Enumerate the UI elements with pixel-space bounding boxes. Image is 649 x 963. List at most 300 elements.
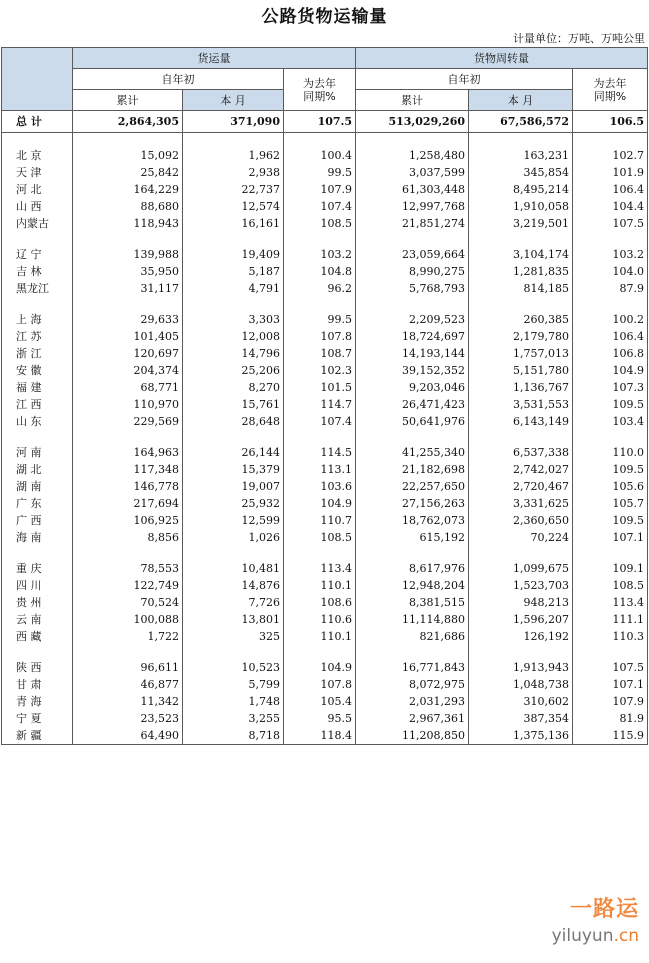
spacer-cell bbox=[73, 645, 183, 659]
volume-month: 16,161 bbox=[183, 215, 284, 232]
region-name: 青 海 bbox=[2, 693, 73, 710]
turnover-cumulative: 8,617,976 bbox=[356, 560, 469, 577]
table-row bbox=[2, 328, 648, 345]
turnover-yoy: 107.1 bbox=[573, 676, 648, 693]
region-name: 河 北 bbox=[2, 181, 73, 198]
turnover-cumulative: 18,762,073 bbox=[356, 512, 469, 529]
table-row bbox=[2, 280, 648, 297]
turnover-yoy: 101.9 bbox=[573, 164, 648, 181]
turnover-month: 1,596,207 bbox=[469, 611, 573, 628]
volume-yoy: 99.5 bbox=[284, 164, 356, 181]
region-name: 山 西 bbox=[2, 198, 73, 215]
region-name: 湖 南 bbox=[2, 478, 73, 495]
region-name: 湖 北 bbox=[2, 461, 73, 478]
volume-yoy: 113.4 bbox=[284, 560, 356, 577]
group-spacer bbox=[2, 546, 648, 560]
spacer-cell bbox=[183, 297, 284, 311]
volume-yoy: 104.9 bbox=[284, 659, 356, 676]
table-row bbox=[2, 611, 648, 628]
turnover-yoy: 108.5 bbox=[573, 577, 648, 594]
turnover-month: 1,910,058 bbox=[469, 198, 573, 215]
volume-cumulative: 11,342 bbox=[73, 693, 183, 710]
volume-month: 12,008 bbox=[183, 328, 284, 345]
group-spacer bbox=[2, 430, 648, 444]
volume-cumulative: 64,490 bbox=[73, 727, 183, 745]
volume-cumulative: 1,722 bbox=[73, 628, 183, 645]
turnover-cumulative: 26,471,423 bbox=[356, 396, 469, 413]
volume-cumulative: 88,680 bbox=[73, 198, 183, 215]
header-turnover: 货物周转量 bbox=[356, 48, 648, 69]
region-name: 山 东 bbox=[2, 413, 73, 430]
turnover-month: 3,219,501 bbox=[469, 215, 573, 232]
turnover-cumulative: 22,257,650 bbox=[356, 478, 469, 495]
volume-month: 2,938 bbox=[183, 164, 284, 181]
volume-yoy: 108.6 bbox=[284, 594, 356, 611]
spacer-cell bbox=[2, 232, 73, 246]
turnover-cumulative: 23,059,664 bbox=[356, 246, 469, 263]
turnover-cumulative: 3,037,599 bbox=[356, 164, 469, 181]
turnover-cumulative: 21,182,698 bbox=[356, 461, 469, 478]
watermark-cn: 一路运 bbox=[569, 897, 639, 922]
table-row bbox=[2, 444, 648, 461]
table-row bbox=[2, 710, 648, 727]
spacer-cell bbox=[2, 297, 73, 311]
spacer-cell bbox=[2, 133, 73, 148]
volume-cumulative: 35,950 bbox=[73, 263, 183, 280]
header-cumulative-turnover: 累计 bbox=[356, 90, 469, 111]
region-name: 内蒙古 bbox=[2, 215, 73, 232]
region-name: 江 西 bbox=[2, 396, 73, 413]
table-row bbox=[2, 379, 648, 396]
turnover-cumulative: 12,997,768 bbox=[356, 198, 469, 215]
volume-month: 28,648 bbox=[183, 413, 284, 430]
volume-month: 12,599 bbox=[183, 512, 284, 529]
volume-yoy: 110.7 bbox=[284, 512, 356, 529]
turnover-month: 2,720,467 bbox=[469, 478, 573, 495]
header-month-volume: 本 月 bbox=[183, 90, 284, 111]
header-yoy-volume-line2: 同期% bbox=[303, 89, 336, 103]
volume-yoy: 104.9 bbox=[284, 495, 356, 512]
volume-yoy: 103.6 bbox=[284, 478, 356, 495]
volume-month: 4,791 bbox=[183, 280, 284, 297]
turnover-month: 1,136,767 bbox=[469, 379, 573, 396]
volume-month: 14,796 bbox=[183, 345, 284, 362]
spacer-cell bbox=[573, 546, 648, 560]
turnover-cumulative: 8,072,975 bbox=[356, 676, 469, 693]
turnover-month: 126,192 bbox=[469, 628, 573, 645]
volume-cumulative: 70,524 bbox=[73, 594, 183, 611]
volume-yoy: 108.5 bbox=[284, 215, 356, 232]
turnover-month: 3,104,174 bbox=[469, 246, 573, 263]
table-row bbox=[2, 594, 648, 611]
freight-table bbox=[1, 47, 648, 745]
volume-month: 25,932 bbox=[183, 495, 284, 512]
turnover-yoy: 109.1 bbox=[573, 560, 648, 577]
group-spacer bbox=[2, 645, 648, 659]
volume-cumulative: 78,553 bbox=[73, 560, 183, 577]
volume-month: 10,523 bbox=[183, 659, 284, 676]
watermark-en-dot: .cn bbox=[613, 926, 639, 946]
volume-cumulative: 120,697 bbox=[73, 345, 183, 362]
spacer-cell bbox=[284, 232, 356, 246]
turnover-cumulative: 50,641,976 bbox=[356, 413, 469, 430]
region-name: 宁 夏 bbox=[2, 710, 73, 727]
table-row bbox=[2, 577, 648, 594]
volume-yoy: 95.5 bbox=[284, 710, 356, 727]
volume-cumulative: 46,877 bbox=[73, 676, 183, 693]
region-name: 吉 林 bbox=[2, 263, 73, 280]
volume-cumulative: 31,117 bbox=[73, 280, 183, 297]
turnover-yoy: 107.1 bbox=[573, 529, 648, 546]
table-row bbox=[2, 560, 648, 577]
turnover-month: 3,331,625 bbox=[469, 495, 573, 512]
volume-cumulative: 117,348 bbox=[73, 461, 183, 478]
turnover-cumulative: 12,948,204 bbox=[356, 577, 469, 594]
volume-month: 12,574 bbox=[183, 198, 284, 215]
turnover-cumulative: 18,724,697 bbox=[356, 328, 469, 345]
volume-month: 1,026 bbox=[183, 529, 284, 546]
table-row bbox=[2, 246, 648, 263]
turnover-cumulative: 41,255,340 bbox=[356, 444, 469, 461]
watermark-logo bbox=[552, 898, 639, 946]
volume-cumulative: 139,988 bbox=[73, 246, 183, 263]
volume-yoy: 96.2 bbox=[284, 280, 356, 297]
volume-cumulative: 68,771 bbox=[73, 379, 183, 396]
spacer-cell bbox=[356, 645, 469, 659]
volume-month: 5,799 bbox=[183, 676, 284, 693]
turnover-yoy: 105.6 bbox=[573, 478, 648, 495]
turnover-yoy: 109.5 bbox=[573, 461, 648, 478]
region-name: 甘 肃 bbox=[2, 676, 73, 693]
volume-cumulative: 229,569 bbox=[73, 413, 183, 430]
turnover-cumulative: 27,156,263 bbox=[356, 495, 469, 512]
volume-month: 19,007 bbox=[183, 478, 284, 495]
turnover-yoy: 107.3 bbox=[573, 379, 648, 396]
turnover-yoy: 105.7 bbox=[573, 495, 648, 512]
region-name: 贵 州 bbox=[2, 594, 73, 611]
spacer-cell bbox=[356, 133, 469, 148]
volume-yoy: 107.4 bbox=[284, 413, 356, 430]
spacer-cell bbox=[469, 546, 573, 560]
turnover-yoy: 81.9 bbox=[573, 710, 648, 727]
header-yoy-turnover bbox=[573, 69, 648, 111]
volume-month: 25,206 bbox=[183, 362, 284, 379]
table-row bbox=[2, 362, 648, 379]
table-row bbox=[2, 345, 648, 362]
table-row bbox=[2, 529, 648, 546]
spacer-cell bbox=[573, 645, 648, 659]
turnover-month: 310,602 bbox=[469, 693, 573, 710]
turnover-cumulative: 14,193,144 bbox=[356, 345, 469, 362]
spacer-cell bbox=[183, 430, 284, 444]
total-turnover-month: 67,586,572 bbox=[469, 111, 573, 133]
volume-yoy: 110.1 bbox=[284, 628, 356, 645]
turnover-yoy: 111.1 bbox=[573, 611, 648, 628]
volume-yoy: 110.1 bbox=[284, 577, 356, 594]
region-name: 上 海 bbox=[2, 311, 73, 328]
table-row bbox=[2, 693, 648, 710]
turnover-cumulative: 11,208,850 bbox=[356, 727, 469, 745]
volume-yoy: 99.5 bbox=[284, 311, 356, 328]
volume-cumulative: 15,092 bbox=[73, 147, 183, 164]
region-name: 黑龙江 bbox=[2, 280, 73, 297]
volume-yoy: 103.2 bbox=[284, 246, 356, 263]
spacer-cell bbox=[284, 430, 356, 444]
volume-cumulative: 100,088 bbox=[73, 611, 183, 628]
turnover-yoy: 104.9 bbox=[573, 362, 648, 379]
region-name: 河 南 bbox=[2, 444, 73, 461]
volume-month: 26,144 bbox=[183, 444, 284, 461]
region-name: 安 徽 bbox=[2, 362, 73, 379]
volume-cumulative: 164,963 bbox=[73, 444, 183, 461]
turnover-yoy: 110.3 bbox=[573, 628, 648, 645]
spacer-cell bbox=[573, 297, 648, 311]
spacer-cell bbox=[573, 430, 648, 444]
spacer-cell bbox=[183, 546, 284, 560]
volume-yoy: 108.7 bbox=[284, 345, 356, 362]
turnover-yoy: 106.4 bbox=[573, 328, 648, 345]
turnover-month: 163,231 bbox=[469, 147, 573, 164]
table-row bbox=[2, 311, 648, 328]
volume-month: 8,718 bbox=[183, 727, 284, 745]
spacer-cell bbox=[284, 133, 356, 148]
spacer-cell bbox=[284, 297, 356, 311]
spacer-cell bbox=[469, 133, 573, 148]
turnover-cumulative: 615,192 bbox=[356, 529, 469, 546]
total-volume-cumulative: 2,864,305 bbox=[73, 111, 183, 133]
table-row bbox=[2, 181, 648, 198]
spacer-cell bbox=[183, 232, 284, 246]
turnover-yoy: 104.4 bbox=[573, 198, 648, 215]
turnover-month: 1,375,136 bbox=[469, 727, 573, 745]
volume-cumulative: 101,405 bbox=[73, 328, 183, 345]
total-row bbox=[2, 111, 648, 133]
table-row bbox=[2, 628, 648, 645]
spacer-cell bbox=[284, 645, 356, 659]
turnover-cumulative: 2,031,293 bbox=[356, 693, 469, 710]
region-name: 广 西 bbox=[2, 512, 73, 529]
table-row bbox=[2, 659, 648, 676]
volume-cumulative: 146,778 bbox=[73, 478, 183, 495]
spacer-cell bbox=[73, 133, 183, 148]
turnover-month: 1,757,013 bbox=[469, 345, 573, 362]
volume-yoy: 107.9 bbox=[284, 181, 356, 198]
volume-month: 15,761 bbox=[183, 396, 284, 413]
turnover-yoy: 107.5 bbox=[573, 659, 648, 676]
table-row bbox=[2, 727, 648, 745]
volume-cumulative: 106,925 bbox=[73, 512, 183, 529]
volume-yoy: 104.8 bbox=[284, 263, 356, 280]
spacer-cell bbox=[469, 232, 573, 246]
spacer-cell bbox=[356, 430, 469, 444]
table-row bbox=[2, 478, 648, 495]
spacer-cell bbox=[573, 232, 648, 246]
watermark-en-main: yiluyun bbox=[551, 926, 614, 946]
region-name: 广 东 bbox=[2, 495, 73, 512]
turnover-month: 260,385 bbox=[469, 311, 573, 328]
turnover-month: 345,854 bbox=[469, 164, 573, 181]
turnover-yoy: 103.4 bbox=[573, 413, 648, 430]
table-row bbox=[2, 512, 648, 529]
volume-month: 19,409 bbox=[183, 246, 284, 263]
turnover-month: 8,495,214 bbox=[469, 181, 573, 198]
volume-yoy: 100.4 bbox=[284, 147, 356, 164]
volume-yoy: 114.5 bbox=[284, 444, 356, 461]
turnover-month: 387,354 bbox=[469, 710, 573, 727]
volume-month: 1,748 bbox=[183, 693, 284, 710]
turnover-yoy: 107.9 bbox=[573, 693, 648, 710]
header-cumulative-volume: 累计 bbox=[73, 90, 183, 111]
volume-yoy: 107.8 bbox=[284, 328, 356, 345]
turnover-yoy: 104.0 bbox=[573, 263, 648, 280]
header-ytd-volume: 自年初 bbox=[73, 69, 284, 90]
turnover-yoy: 102.7 bbox=[573, 147, 648, 164]
spacer-cell bbox=[469, 297, 573, 311]
volume-cumulative: 96,611 bbox=[73, 659, 183, 676]
turnover-cumulative: 821,686 bbox=[356, 628, 469, 645]
volume-yoy: 107.8 bbox=[284, 676, 356, 693]
volume-yoy: 102.3 bbox=[284, 362, 356, 379]
turnover-cumulative: 5,768,793 bbox=[356, 280, 469, 297]
turnover-cumulative: 2,967,361 bbox=[356, 710, 469, 727]
table-row bbox=[2, 413, 648, 430]
spacer-cell bbox=[73, 430, 183, 444]
turnover-month: 948,213 bbox=[469, 594, 573, 611]
spacer-cell bbox=[356, 546, 469, 560]
region-name: 北 京 bbox=[2, 147, 73, 164]
region-name: 四 川 bbox=[2, 577, 73, 594]
turnover-month: 1,913,943 bbox=[469, 659, 573, 676]
volume-cumulative: 217,694 bbox=[73, 495, 183, 512]
region-name: 西 藏 bbox=[2, 628, 73, 645]
turnover-month: 814,185 bbox=[469, 280, 573, 297]
volume-month: 22,737 bbox=[183, 181, 284, 198]
volume-cumulative: 25,842 bbox=[73, 164, 183, 181]
table-row bbox=[2, 263, 648, 280]
group-spacer bbox=[2, 232, 648, 246]
volume-yoy: 118.4 bbox=[284, 727, 356, 745]
region-name: 福 建 bbox=[2, 379, 73, 396]
volume-cumulative: 23,523 bbox=[73, 710, 183, 727]
volume-cumulative: 8,856 bbox=[73, 529, 183, 546]
turnover-cumulative: 39,152,352 bbox=[356, 362, 469, 379]
header-freight-volume: 货运量 bbox=[73, 48, 356, 69]
turnover-yoy: 113.4 bbox=[573, 594, 648, 611]
header-yoy-turnover-line2: 同期% bbox=[593, 89, 627, 103]
spacer-cell bbox=[356, 232, 469, 246]
volume-yoy: 107.4 bbox=[284, 198, 356, 215]
turnover-month: 2,742,027 bbox=[469, 461, 573, 478]
volume-cumulative: 204,374 bbox=[73, 362, 183, 379]
volume-month: 7,726 bbox=[183, 594, 284, 611]
turnover-yoy: 106.8 bbox=[573, 345, 648, 362]
region-name: 云 南 bbox=[2, 611, 73, 628]
spacer-cell bbox=[183, 133, 284, 148]
volume-month: 10,481 bbox=[183, 560, 284, 577]
turnover-month: 2,360,650 bbox=[469, 512, 573, 529]
volume-yoy: 110.6 bbox=[284, 611, 356, 628]
volume-yoy: 101.5 bbox=[284, 379, 356, 396]
region-name: 重 庆 bbox=[2, 560, 73, 577]
volume-yoy: 108.5 bbox=[284, 529, 356, 546]
turnover-cumulative: 8,990,275 bbox=[356, 263, 469, 280]
header-yoy-volume bbox=[284, 69, 356, 111]
total-turnover-cumulative: 513,029,260 bbox=[356, 111, 469, 133]
header-yoy-turnover-line1: 为去年 bbox=[593, 76, 627, 90]
volume-month: 8,270 bbox=[183, 379, 284, 396]
watermark-en bbox=[552, 926, 639, 946]
table-row bbox=[2, 215, 648, 232]
turnover-cumulative: 9,203,046 bbox=[356, 379, 469, 396]
region-name: 天 津 bbox=[2, 164, 73, 181]
volume-month: 13,801 bbox=[183, 611, 284, 628]
region-name: 江 苏 bbox=[2, 328, 73, 345]
volume-yoy: 114.7 bbox=[284, 396, 356, 413]
spacer-cell bbox=[2, 430, 73, 444]
total-turnover-yoy: 106.5 bbox=[573, 111, 648, 133]
table-row bbox=[2, 461, 648, 478]
volume-month: 325 bbox=[183, 628, 284, 645]
turnover-cumulative: 16,771,843 bbox=[356, 659, 469, 676]
turnover-month: 6,537,338 bbox=[469, 444, 573, 461]
header-yoy-volume-line1: 为去年 bbox=[303, 76, 336, 90]
turnover-month: 1,523,703 bbox=[469, 577, 573, 594]
turnover-yoy: 107.5 bbox=[573, 215, 648, 232]
table-row bbox=[2, 676, 648, 693]
spacer-cell bbox=[73, 232, 183, 246]
volume-cumulative: 110,970 bbox=[73, 396, 183, 413]
spacer-cell bbox=[183, 645, 284, 659]
total-volume-yoy: 107.5 bbox=[284, 111, 356, 133]
region-name: 辽 宁 bbox=[2, 246, 73, 263]
region-name: 陕 西 bbox=[2, 659, 73, 676]
volume-month: 3,303 bbox=[183, 311, 284, 328]
volume-yoy: 105.4 bbox=[284, 693, 356, 710]
turnover-cumulative: 21,851,274 bbox=[356, 215, 469, 232]
volume-month: 14,876 bbox=[183, 577, 284, 594]
region-name: 新 疆 bbox=[2, 727, 73, 745]
turnover-cumulative: 1,258,480 bbox=[356, 147, 469, 164]
table-row bbox=[2, 495, 648, 512]
region-name: 海 南 bbox=[2, 529, 73, 546]
header-ytd-turnover: 自年初 bbox=[356, 69, 573, 90]
group-spacer bbox=[2, 133, 648, 148]
turnover-yoy: 103.2 bbox=[573, 246, 648, 263]
spacer-cell bbox=[469, 430, 573, 444]
volume-cumulative: 118,943 bbox=[73, 215, 183, 232]
spacer-cell bbox=[2, 645, 73, 659]
turnover-month: 70,224 bbox=[469, 529, 573, 546]
table-row bbox=[2, 198, 648, 215]
volume-month: 5,187 bbox=[183, 263, 284, 280]
table-row bbox=[2, 164, 648, 181]
turnover-month: 1,281,835 bbox=[469, 263, 573, 280]
total-volume-month: 371,090 bbox=[183, 111, 284, 133]
volume-yoy: 113.1 bbox=[284, 461, 356, 478]
table-header bbox=[2, 48, 648, 111]
turnover-yoy: 106.4 bbox=[573, 181, 648, 198]
turnover-month: 3,531,553 bbox=[469, 396, 573, 413]
table-row bbox=[2, 396, 648, 413]
turnover-month: 5,151,780 bbox=[469, 362, 573, 379]
turnover-yoy: 110.0 bbox=[573, 444, 648, 461]
spacer-cell bbox=[73, 297, 183, 311]
page-title: 公路货物运输量 bbox=[261, 7, 388, 27]
turnover-yoy: 100.2 bbox=[573, 311, 648, 328]
turnover-month: 6,143,149 bbox=[469, 413, 573, 430]
volume-cumulative: 122,749 bbox=[73, 577, 183, 594]
turnover-yoy: 109.5 bbox=[573, 396, 648, 413]
